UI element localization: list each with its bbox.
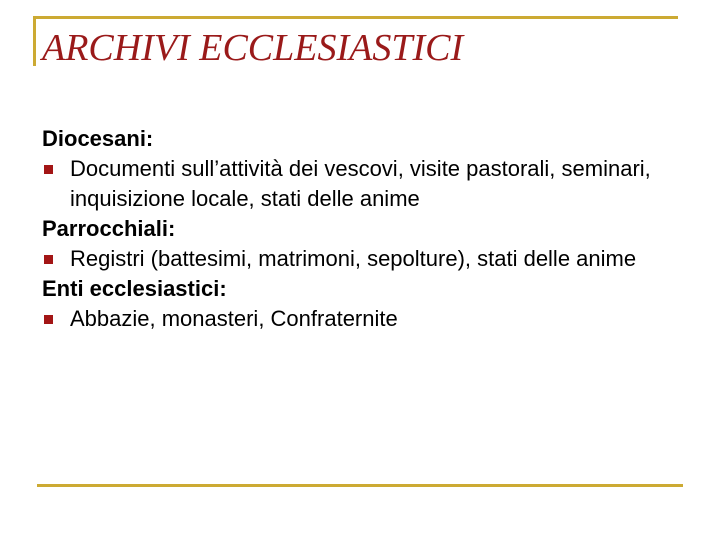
list-item: [42, 154, 692, 214]
list-item-text: Registri (battesimi, matrimoni, sepolture), stati delle anime: [70, 246, 637, 271]
list-item-text: Documenti sull’attività dei vescovi, visite pastorali, seminari, inquisizione locale, stati delle anime: [70, 156, 651, 211]
square-bullet-icon: [44, 165, 53, 174]
section-heading: Parrocchiali:: [42, 216, 176, 241]
square-bullet-icon: [44, 315, 53, 324]
top-border-line: [33, 16, 678, 19]
slide-title: ARCHIVI ECCLESIASTICI: [42, 27, 464, 69]
list-item: [42, 244, 692, 274]
list-item: [42, 304, 692, 334]
square-bullet-icon: [44, 255, 53, 264]
section-enti-ecclesiastici: [42, 274, 692, 334]
list-item-text: Abbazie, monasteri, Confraternite: [70, 306, 398, 331]
left-border-line: [33, 16, 36, 66]
slide-content: [42, 124, 692, 334]
section-diocesani: [42, 124, 692, 214]
section-heading: Enti ecclesiastici:: [42, 276, 227, 301]
bottom-border-line: [37, 484, 683, 487]
section-parrocchiali: [42, 214, 692, 274]
section-heading: Diocesani:: [42, 126, 154, 151]
